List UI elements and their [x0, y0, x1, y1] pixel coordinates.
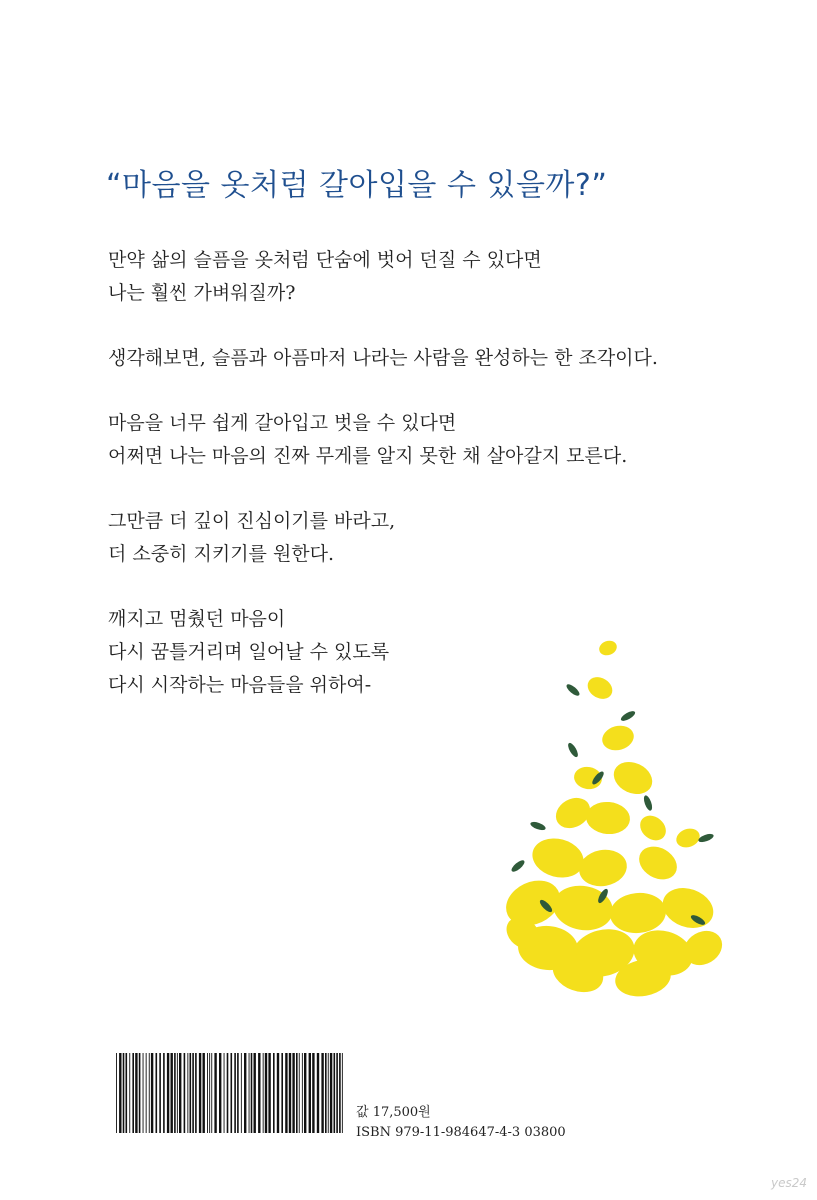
barcode-bar [199, 1053, 201, 1133]
lemon-shape [599, 722, 636, 753]
blurb-line: 다시 시작하는 마음들을 위하여- [108, 674, 372, 696]
barcode-bar [325, 1053, 327, 1133]
price-text: 값 17,500원 [356, 1105, 431, 1120]
barcode-bar [309, 1053, 311, 1133]
barcode-bar [312, 1053, 314, 1133]
isbn-barcode [112, 1051, 348, 1135]
barcode-bar [190, 1053, 192, 1133]
barcode-bar [207, 1053, 208, 1133]
barcode-bar [254, 1053, 256, 1133]
blurb-line: 그만큼 더 깊이 진심이기를 바라고, [108, 510, 396, 532]
lemon-shape [635, 811, 671, 846]
barcode-bar [151, 1053, 153, 1133]
blurb-line: 깨지고 멈췄던 마음이 [108, 608, 286, 630]
blurb-line: 나는 훨씬 가벼워질까? [108, 282, 296, 304]
barcode-bar [251, 1053, 253, 1133]
barcode-bar [296, 1053, 298, 1133]
barcode-bar [227, 1053, 229, 1133]
barcode-bar [187, 1053, 188, 1133]
barcode-bar [174, 1053, 176, 1133]
barcode-bar [317, 1053, 319, 1133]
watermark-text: yes24 [770, 1176, 807, 1190]
barcode-bar [328, 1053, 329, 1133]
blurb-line: 다시 꿈틀거리며 일어날 수 있도록 [108, 641, 390, 663]
barcode-bar [135, 1053, 137, 1133]
lemon-shape [609, 756, 658, 800]
barcode-bar [214, 1053, 216, 1133]
isbn-text: ISBN 979-11-984647-4-3 03800 [356, 1125, 566, 1140]
blurb-line: 생각해보면, 슬픔과 아픔마저 나라는 사람을 완성하는 한 조각이다. [108, 347, 658, 369]
lemon-shape [674, 825, 703, 850]
barcode-bar [146, 1053, 147, 1133]
barcode-bar [209, 1053, 210, 1133]
barcode-bar [159, 1053, 161, 1133]
blurb-paragraph [108, 342, 748, 375]
barcode-bar [179, 1053, 181, 1133]
barcode-bar [339, 1053, 341, 1133]
barcode-bar [139, 1053, 141, 1133]
barcode-bar [241, 1053, 242, 1133]
barcode-bar [156, 1053, 158, 1133]
barcode-bar [171, 1053, 173, 1133]
leaf-shape [642, 794, 653, 811]
barcode-bar [302, 1053, 303, 1133]
lemon-shape [597, 638, 619, 657]
barcode-bar [263, 1053, 264, 1133]
leaf-shape [565, 682, 581, 697]
barcode-bar [123, 1053, 125, 1133]
barcode-bar [163, 1053, 165, 1133]
lemon-shape [608, 891, 667, 936]
barcode-bar [268, 1053, 270, 1133]
barcode-bar [177, 1053, 178, 1133]
blurb-line: 마음을 너무 쉽게 갈아입고 벗을 수 있다면 [108, 412, 457, 434]
barcode-bar [116, 1053, 117, 1133]
barcode-bar [184, 1053, 186, 1133]
barcode-bar [342, 1053, 343, 1133]
headline-quote: “마음을 옷처럼 갈아입을 수 있을까?” [106, 168, 608, 203]
lemon-illustration [488, 628, 728, 998]
barcode-bar [289, 1053, 291, 1133]
blurb-line: 만약 삶의 슬픔을 옷처럼 단숨에 벗어 던질 수 있다면 [108, 249, 542, 271]
barcode-bar [330, 1053, 332, 1133]
price-isbn-block [356, 1103, 566, 1143]
leaf-shape [697, 832, 714, 843]
blurb-line: 어쩌면 나는 마음의 진짜 무게를 알지 못한 채 살아갈지 모른다. [108, 445, 628, 467]
lemon-shape [528, 833, 588, 883]
barcode-bar [265, 1053, 267, 1133]
barcode-bar [167, 1053, 169, 1133]
barcode-bar [119, 1053, 121, 1133]
barcode-bar [129, 1053, 130, 1133]
barcode-bar [336, 1053, 338, 1133]
leaf-shape [529, 820, 546, 831]
blurb-paragraph [108, 505, 748, 571]
leaf-shape [566, 741, 580, 758]
leaf-shape [510, 858, 526, 873]
lemon-shape [585, 800, 632, 836]
blurb-paragraph [108, 407, 748, 473]
barcode-bar [273, 1053, 275, 1133]
lemon-shape [584, 673, 617, 703]
barcode-bar [285, 1053, 287, 1133]
barcode-bar [143, 1053, 144, 1133]
barcode-bar [211, 1053, 212, 1133]
barcode-bar [244, 1053, 246, 1133]
barcode-bar [149, 1053, 150, 1133]
barcode-bar [299, 1053, 300, 1133]
barcode-bar [249, 1053, 250, 1133]
barcode-bar [203, 1053, 205, 1133]
barcode-bar [321, 1053, 323, 1133]
barcode-bar [219, 1053, 221, 1133]
barcode-bar [126, 1053, 128, 1133]
barcode-bar [334, 1053, 336, 1133]
blurb-paragraph [108, 244, 748, 310]
barcode-bar [304, 1053, 306, 1133]
barcode-bar [281, 1053, 283, 1133]
barcode-bar [234, 1053, 236, 1133]
lemon-shape [576, 846, 630, 890]
lemon-shape [633, 840, 683, 886]
lemon-shape [657, 881, 719, 934]
barcode-bar [237, 1053, 239, 1133]
barcode-bar [195, 1053, 197, 1133]
barcode-bar [192, 1053, 194, 1133]
barcode-bar [132, 1053, 134, 1133]
barcode-bar [231, 1053, 233, 1133]
barcode-bar [292, 1053, 294, 1133]
barcode-bar [224, 1053, 225, 1133]
blurb-line: 더 소중히 지키기를 원한다. [108, 543, 335, 565]
leaf-shape [619, 709, 636, 723]
barcode-bar [277, 1053, 279, 1133]
barcode-bar [258, 1053, 260, 1133]
